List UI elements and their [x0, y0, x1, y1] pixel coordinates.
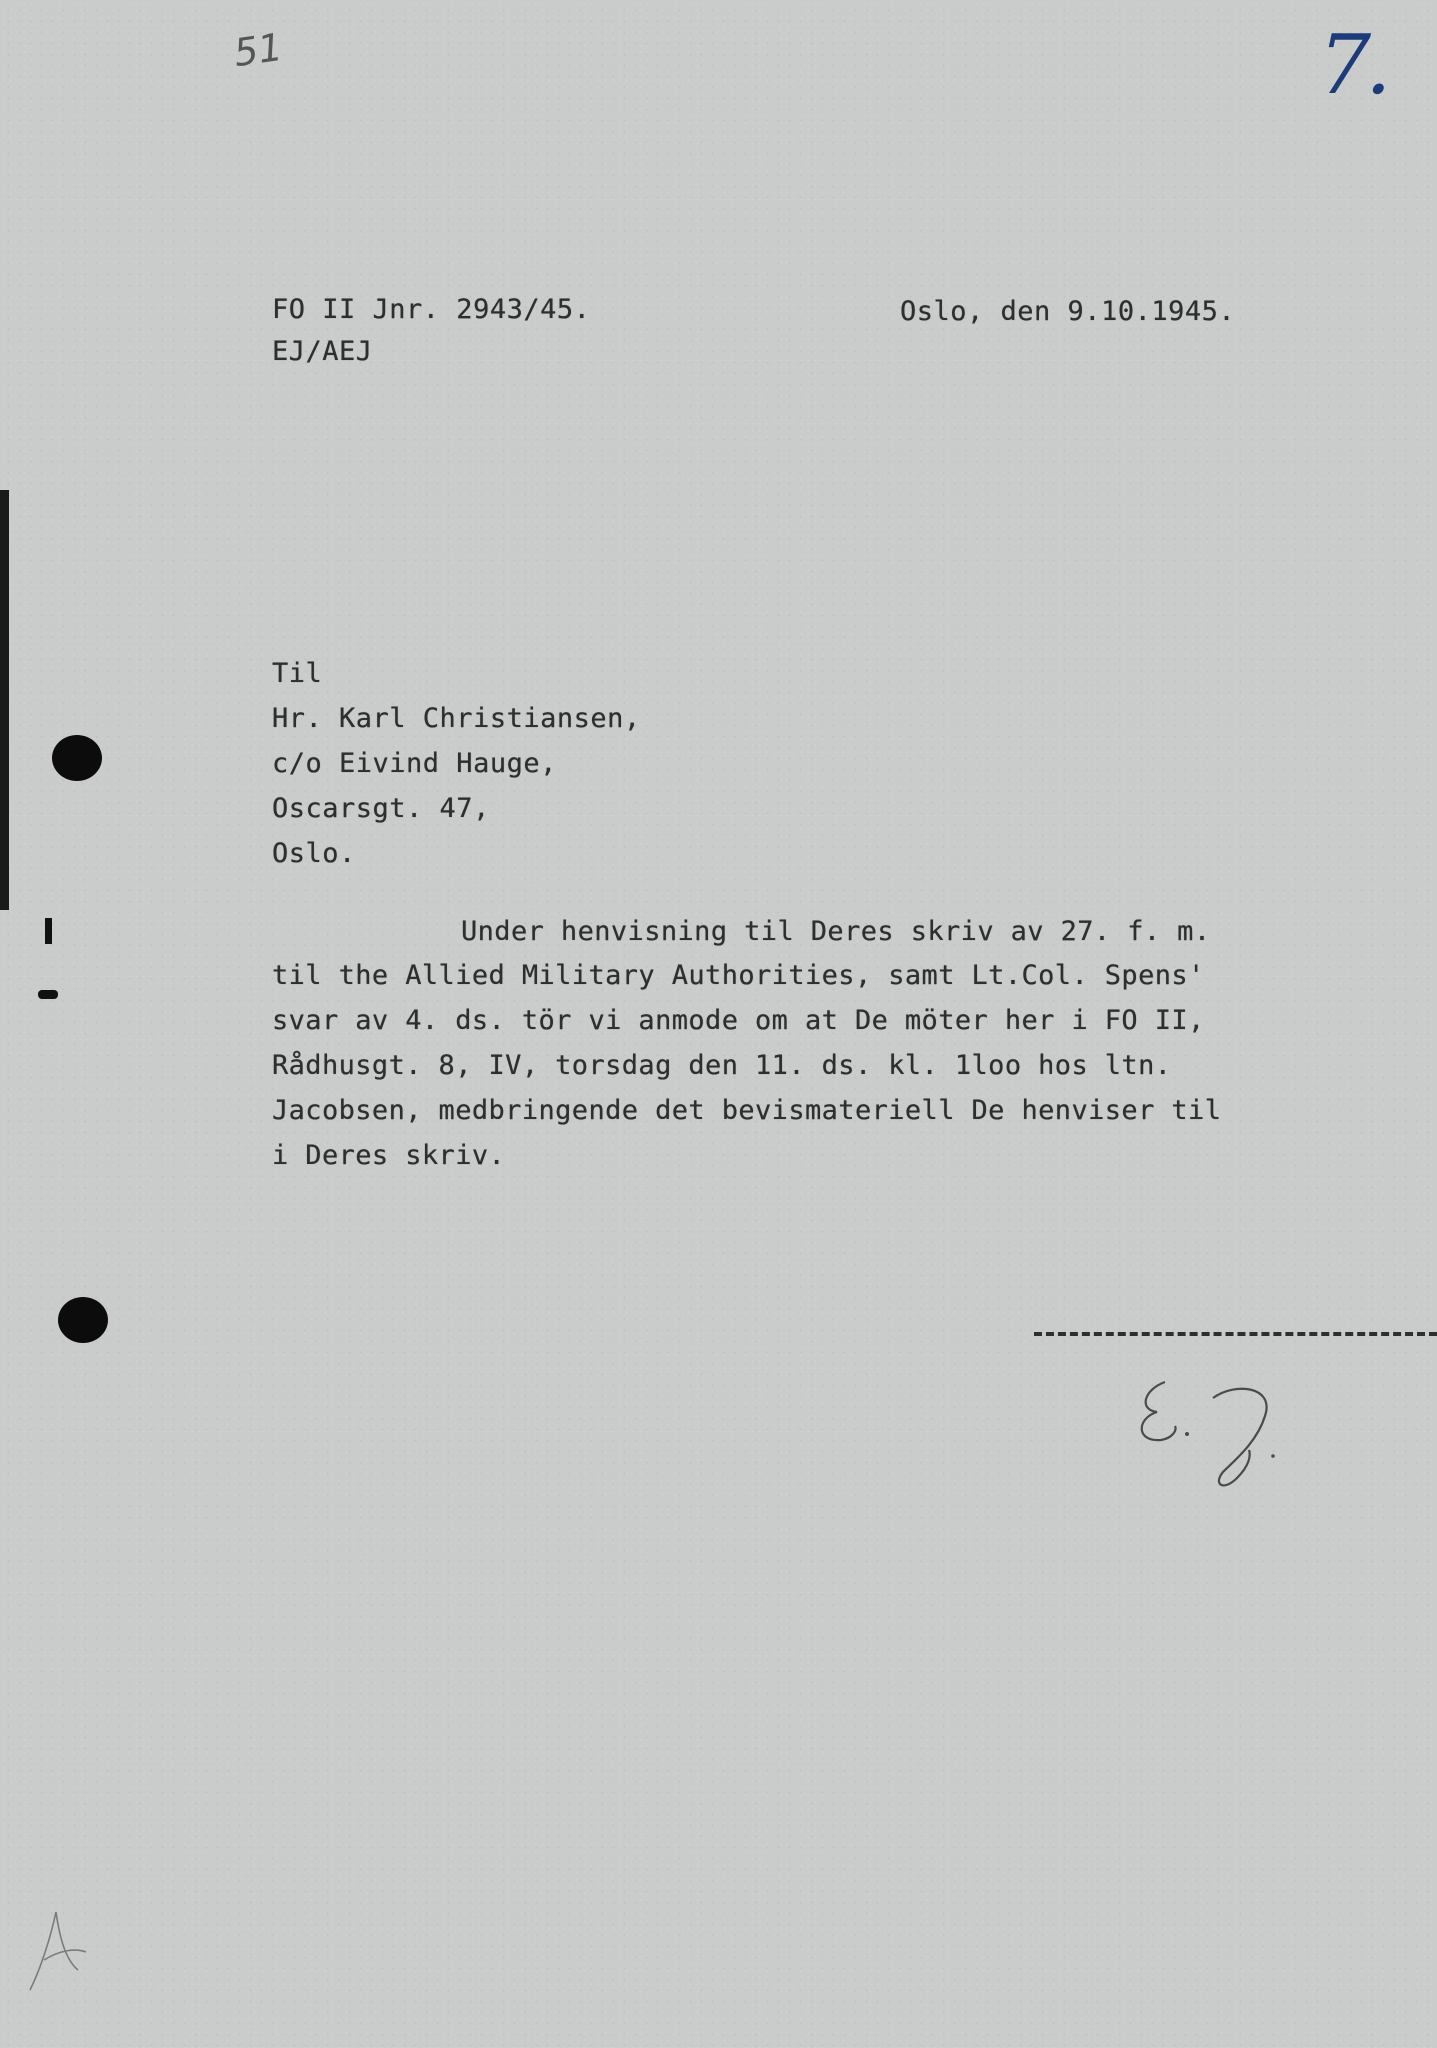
recipient-line: Oscarsgt. 47, [272, 793, 490, 824]
recipient-line: Til [272, 658, 323, 689]
place-and-date: Oslo, den 9.10.1945. [900, 296, 1236, 327]
ink-document-number: 7. [1307, 18, 1407, 113]
body-line: Rådhusgt. 8, IV, torsdag den 11. ds. kl. 1loo hos ltn. [272, 1050, 1172, 1081]
body-line: svar av 4. ds. tör vi anmode om at De möter her i FO II, [272, 1005, 1205, 1036]
recipient-line: c/o Eivind Hauge, [272, 748, 557, 779]
recipient-line: Hr. Karl Christiansen, [272, 703, 641, 734]
page-edge-shadow [0, 490, 9, 910]
body-line: i Deres skriv. [272, 1140, 506, 1171]
body-line: til the Allied Military Authorities, samt Lt.Col. Spens' [272, 960, 1205, 991]
punch-hole-bottom [58, 1297, 108, 1343]
pencil-page-number: 51 [231, 24, 286, 76]
edge-mark [38, 990, 58, 999]
punch-hole-top [52, 735, 102, 781]
body-line: Under henvisning til Deres skriv av 27. f. m. [461, 916, 1211, 947]
signature-rule [1034, 1332, 1437, 1336]
signature-initials [1125, 1360, 1305, 1490]
body-line: Jacobsen, medbringende det bevismateriell De henviser til [272, 1095, 1222, 1126]
margin-scribble [20, 1900, 100, 2000]
recipient-line: Oslo. [272, 838, 356, 869]
author-initials: EJ/AEJ [272, 336, 373, 367]
journal-reference: FO II Jnr. 2943/45. [272, 294, 591, 325]
edge-mark [45, 918, 52, 944]
